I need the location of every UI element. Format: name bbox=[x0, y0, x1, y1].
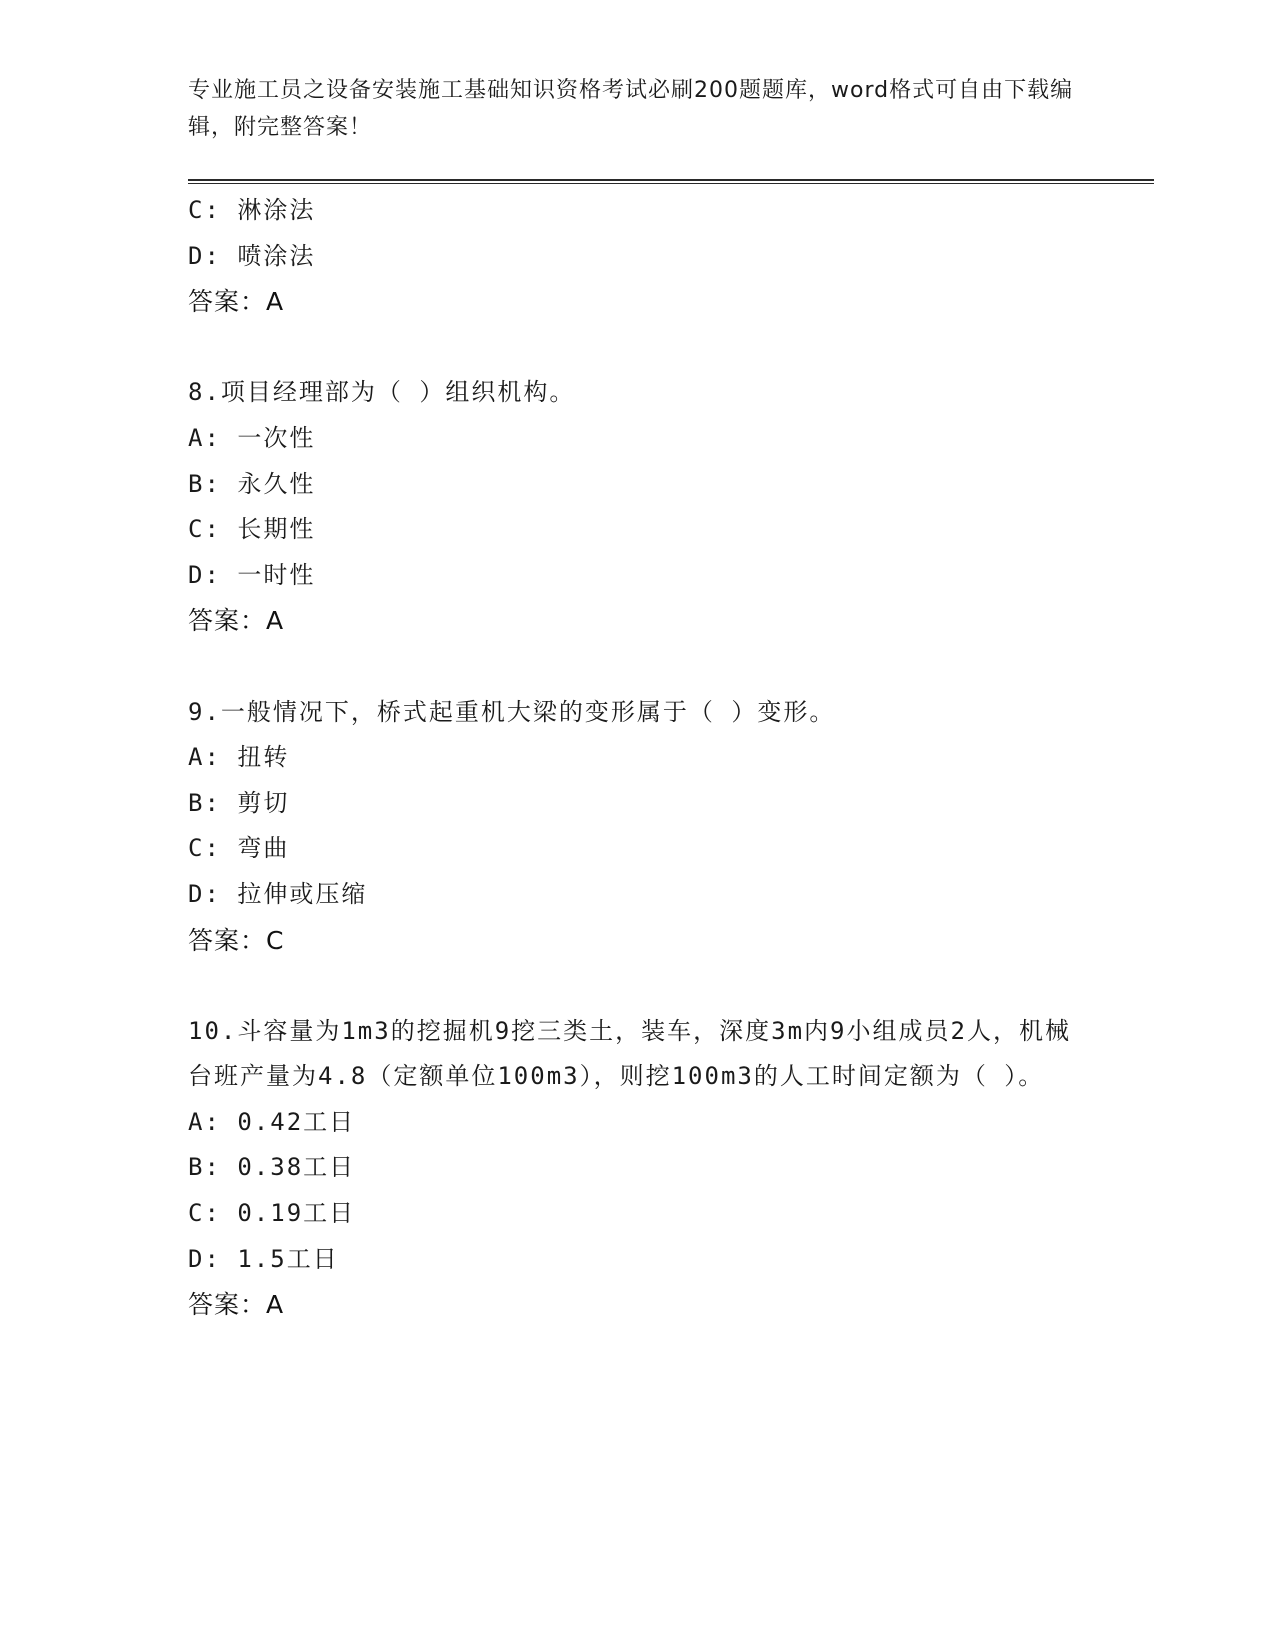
option-text: 一时性 bbox=[237, 560, 316, 589]
option-label: A: bbox=[188, 1107, 221, 1136]
option-b bbox=[188, 781, 1078, 827]
question-text: 10.斗容量为1m3的挖掘机9挖三类土，装车，深度3m内9小组成员2人，机械台班产量为4.8（定额单位100m3），则挖100m3的人工时间定额为（ ）。 bbox=[188, 1016, 1071, 1091]
option-b bbox=[188, 462, 1078, 508]
question-text: 8.项目经理部为（ ）组织机构。 bbox=[188, 378, 576, 407]
option-c bbox=[188, 826, 1078, 872]
option-text: 淋涂法 bbox=[237, 196, 316, 224]
option-text: 0.42工日 bbox=[237, 1107, 356, 1136]
option-text: 喷涂法 bbox=[237, 241, 316, 270]
answer-line: 答案：A bbox=[188, 1290, 285, 1320]
option-text: 0.38工日 bbox=[237, 1153, 356, 1182]
question-list bbox=[188, 188, 1078, 1328]
option-label: B: bbox=[188, 1153, 221, 1182]
option-a bbox=[188, 1100, 1078, 1146]
option-c bbox=[188, 507, 1078, 553]
header-divider bbox=[188, 179, 1154, 184]
option-d bbox=[188, 1237, 1078, 1283]
option-label: D: bbox=[188, 241, 221, 270]
option-a bbox=[188, 735, 1078, 781]
option-c bbox=[188, 188, 1078, 234]
spacer bbox=[188, 325, 1078, 371]
option-label: B: bbox=[188, 788, 221, 817]
option-text: 永久性 bbox=[237, 469, 316, 498]
option-text: 拉伸或压缩 bbox=[237, 879, 368, 908]
answer-line: 答案：A bbox=[188, 606, 285, 636]
option-text: 1.5工日 bbox=[237, 1244, 339, 1273]
option-text: 一次性 bbox=[237, 423, 316, 452]
spacer bbox=[188, 644, 1078, 690]
answer-line: 答案：C bbox=[188, 925, 285, 955]
option-label: C: bbox=[188, 515, 221, 544]
option-c bbox=[188, 1191, 1078, 1237]
option-text: 长期性 bbox=[237, 515, 316, 544]
question-block-9 bbox=[188, 690, 1078, 964]
option-label: D: bbox=[188, 1244, 221, 1273]
option-text: 剪切 bbox=[237, 788, 290, 817]
option-a bbox=[188, 416, 1078, 462]
option-label: B: bbox=[188, 469, 221, 498]
spacer bbox=[188, 963, 1078, 1009]
option-label: A: bbox=[188, 423, 221, 452]
page-header-title: 专业施工员之设备安装施工基础知识资格考试必刷200题题库，word格式可自由下载编辑，附完整答案！ bbox=[188, 78, 1074, 140]
option-text: 弯曲 bbox=[237, 834, 290, 863]
option-label: D: bbox=[188, 560, 221, 589]
option-label: C: bbox=[188, 1199, 221, 1228]
option-d bbox=[188, 553, 1078, 599]
question-block-7-continued bbox=[188, 188, 1078, 325]
option-text: 0.19工日 bbox=[237, 1199, 356, 1228]
question-block-8 bbox=[188, 370, 1078, 644]
option-label: C: bbox=[188, 196, 221, 224]
question-text: 9.一般情况下，桥式起重机大梁的变形属于（ ）变形。 bbox=[188, 697, 836, 726]
option-label: D: bbox=[188, 879, 221, 908]
option-b bbox=[188, 1145, 1078, 1191]
answer-line: 答案：A bbox=[188, 287, 285, 317]
option-text: 扭转 bbox=[237, 743, 290, 772]
option-d bbox=[188, 234, 1078, 280]
question-block-10 bbox=[188, 1009, 1078, 1328]
option-label: A: bbox=[188, 743, 221, 772]
option-d bbox=[188, 872, 1078, 918]
option-label: C: bbox=[188, 834, 221, 863]
